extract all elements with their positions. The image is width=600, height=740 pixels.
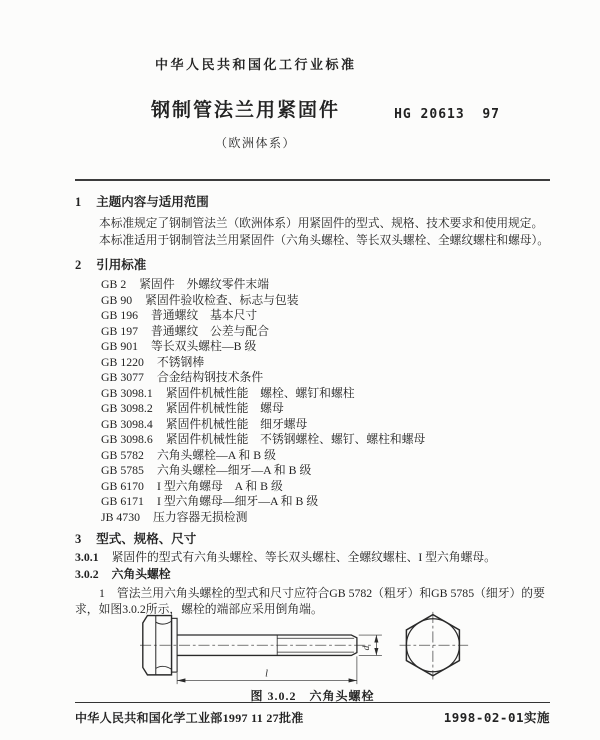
reference-title: 普通螺纹 公差与配合: [151, 323, 270, 338]
reference-item: [101, 479, 550, 495]
reference-code: GB 197: [101, 323, 139, 338]
reference-code: GB 6171: [101, 494, 144, 508]
reference-item: [101, 277, 550, 293]
reference-item: [101, 308, 550, 324]
reference-title: 紧固件机械性能 不锈钢螺栓、螺钉、螺柱和螺母: [165, 432, 426, 446]
reference-code: GB 3098.4: [101, 416, 153, 431]
section-references: [75, 257, 550, 525]
reference-item: [101, 448, 550, 464]
clause-heading: 六角头螺栓: [111, 567, 171, 581]
document-title: 钢制管法兰用紧固件: [151, 100, 341, 121]
figure-bolt: [138, 610, 478, 686]
reference-item: [101, 463, 550, 479]
reference-title: 六角头螺栓—细牙—A 和 B 级: [156, 463, 312, 477]
document-subtitle: （欧洲体系）: [215, 136, 297, 150]
clause-302: [75, 566, 550, 582]
reference-list: [75, 277, 550, 525]
reference-item: [101, 370, 550, 386]
masthead: [75, 54, 550, 151]
section-heading-text: 型式、规格、尺寸: [96, 532, 197, 546]
reference-title: 紧固件 外螺纹零件末端: [139, 277, 270, 291]
section-number: 2: [75, 258, 82, 272]
reference-item: [101, 494, 550, 510]
reference-code: GB 1220: [101, 354, 144, 369]
reference-item: [101, 339, 550, 355]
header-divider: [75, 179, 550, 181]
section-heading-text: 引用标准: [96, 258, 147, 272]
section-types: [75, 531, 550, 617]
reference-item: [101, 432, 550, 448]
clause-number: 3.0.2: [75, 567, 99, 581]
section-scope: [75, 194, 550, 249]
reference-code: GB 3077: [101, 370, 144, 384]
clause-number: 3.0.1: [75, 550, 99, 564]
reference-title: I 型六角螺母 A 和 B 级: [156, 478, 283, 493]
reference-code: GB 3098.2: [101, 401, 153, 415]
reference-code: GB 901: [101, 339, 139, 353]
reference-code: GB 3098.1: [101, 385, 153, 400]
reference-title: 普通螺纹 基本尺寸: [151, 308, 258, 322]
reference-item: [101, 355, 550, 371]
standard-category: 中华人民共和国化工行业标准: [155, 57, 357, 72]
reference-code: GB 2: [101, 277, 127, 291]
section-heading: [75, 257, 550, 274]
title-row: [75, 95, 550, 122]
reference-title: 压力容器无损检测: [153, 509, 248, 524]
section-heading-text: 主题内容与适用范围: [96, 195, 209, 209]
clause-301: [75, 549, 550, 565]
reference-item: [101, 324, 550, 340]
section-number: 1: [75, 195, 82, 209]
reference-item: [101, 417, 550, 433]
reference-code: GB 90: [101, 292, 133, 307]
reference-code: GB 3098.6: [101, 432, 153, 446]
reference-item: [101, 293, 550, 309]
reference-item: [101, 401, 550, 417]
implementation-date: 1998-02-01实施: [443, 710, 550, 725]
paragraph: 本标准规定了钢制管法兰（欧洲体系）用紧固件的型式、规格、技术要求和使用规定。: [99, 217, 544, 230]
reference-title: I 型六角螺母—细牙—A 和 B 级: [156, 494, 319, 508]
reference-title: 不锈钢棒: [156, 354, 205, 369]
figure-caption: 图 3.0.2 六角头螺栓: [250, 689, 375, 703]
reference-code: GB 5785: [101, 463, 144, 477]
reference-title: 紧固件机械性能 细牙螺母: [165, 416, 308, 431]
reference-code: GB 5782: [101, 447, 144, 462]
dim-length-label: l: [265, 668, 268, 680]
reference-item: [101, 386, 550, 402]
item-number: 1: [99, 586, 105, 600]
section-heading: [75, 194, 550, 211]
reference-title: 紧固件机械性能 螺栓、螺钉和螺柱: [165, 385, 355, 400]
clause-text: 紧固件的型式有六角头螺栓、等长双头螺柱、全螺纹螺柱、I 型六角螺母。: [111, 550, 496, 564]
reference-code: GB 196: [101, 308, 139, 322]
approval-note: 中华人民共和国化学工业部1997 11 27批准: [75, 711, 304, 725]
section-heading: [75, 531, 550, 548]
reference-code: GB 6170: [101, 478, 144, 493]
dim-diameter-label: d: [361, 645, 372, 651]
reference-title: 紧固件机械性能 螺母: [165, 401, 284, 415]
reference-title: 合金结构钢技术条件: [156, 370, 264, 384]
reference-title: 六角头螺栓—A 和 B 级: [156, 447, 276, 462]
reference-title: 等长双头螺柱—B 级: [151, 339, 257, 353]
standard-number: HG 20613 97: [394, 107, 500, 122]
reference-code: JB 4730: [101, 509, 141, 524]
hex-bolt-drawing: [138, 610, 472, 686]
reference-item: [101, 510, 550, 526]
reference-title: 紧固件验收检查、标志与包装: [145, 292, 299, 307]
page-footer: [75, 702, 550, 726]
section-number: 3: [75, 532, 82, 546]
item-text: 管法兰用六角头螺栓的型式和尺寸应符合GB 5782（粗牙）和GB 5785（细牙）的要求，如图3.0.2所示，螺栓的端部应采用倒角端。: [75, 586, 545, 616]
paragraph: 本标准适用于钢制管法兰用紧固件（六角头螺栓、等长双头螺栓、全螺纹螺柱和螺母）。: [99, 234, 549, 247]
